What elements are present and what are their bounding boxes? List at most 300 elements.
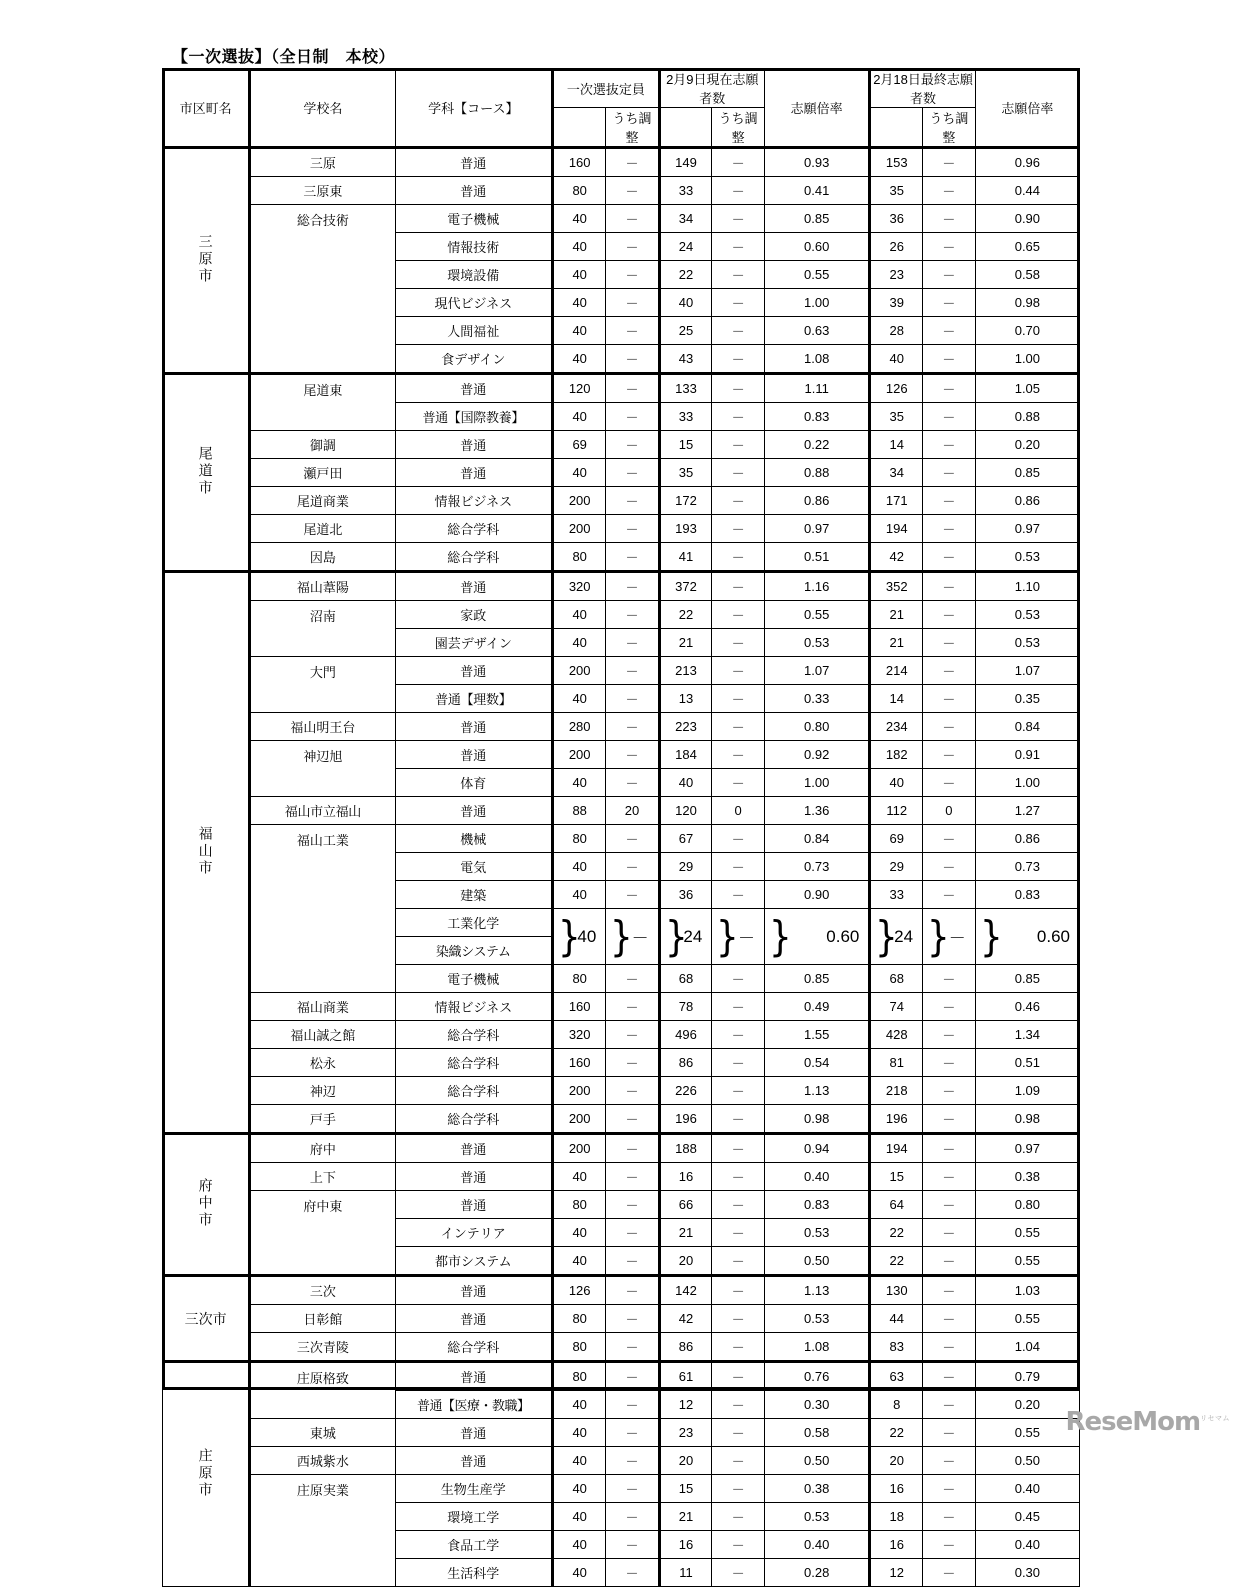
cell-quota: 40: [553, 1531, 606, 1559]
cell-applicants-feb18: 74: [870, 993, 923, 1021]
cell-quota: 280: [553, 713, 606, 741]
cell-feb18-adjust: －: [923, 1105, 976, 1134]
cell-feb18-adjust: －: [923, 515, 976, 543]
cell-feb9-adjust: －: [712, 1191, 765, 1219]
cell-applicants-feb9: 223: [659, 713, 712, 741]
cell-quota: 40: [553, 881, 606, 909]
cell-ratio-feb9: 1.00: [765, 769, 870, 797]
cell-quota: 80: [553, 1362, 606, 1391]
cell-applicants-feb9: 20: [659, 1247, 712, 1276]
brace-icon: }: [927, 911, 950, 961]
cell-applicants-feb9: 496: [659, 1021, 712, 1049]
dept-name: 普通: [395, 1362, 552, 1391]
cell-ratio-feb18: 1.00: [975, 769, 1079, 797]
cell-quota: 40: [553, 1475, 606, 1503]
cell-ratio-feb9: 0.55: [765, 601, 870, 629]
cell-applicants-feb9: 193: [659, 515, 712, 543]
cell-applicants-feb9: 24: [659, 233, 712, 261]
cell-feb9-adjust: [712, 909, 765, 965]
cell-applicants-feb9: 33: [659, 177, 712, 205]
cell-feb18-adjust: －: [923, 572, 976, 601]
cell-quota-adjust: －: [606, 741, 659, 769]
cell-feb18-adjust: －: [923, 403, 976, 431]
cell-feb18-adjust: －: [923, 1362, 976, 1391]
cell-quota: 120: [553, 374, 606, 403]
school-name: 松永: [250, 1049, 395, 1077]
cell-ratio-feb9: 1.07: [765, 657, 870, 685]
cell-applicants-feb9: 22: [659, 261, 712, 289]
cell-quota-adjust: －: [606, 431, 659, 459]
cell-feb9-adjust: －: [712, 1305, 765, 1333]
cell-feb9-adjust: －: [712, 825, 765, 853]
school-name: 沼南: [250, 601, 395, 657]
table-row: [163, 1362, 1080, 1391]
cell-ratio-feb18: 0.79: [975, 1362, 1079, 1391]
school-name: 庄原格致: [250, 1362, 395, 1419]
cell-applicants-feb18: 112: [870, 797, 923, 825]
cell-quota-adjust: －: [606, 769, 659, 797]
school-name: 三原東: [250, 177, 395, 205]
cell-feb9-adjust: －: [712, 965, 765, 993]
cell-quota: 40: [553, 205, 606, 233]
cell-quota-adjust: －: [606, 1191, 659, 1219]
header-feb18-blank: [870, 108, 923, 148]
cell-applicants-feb18: 39: [870, 289, 923, 317]
cell-applicants-feb18: 20: [870, 1447, 923, 1475]
school-name: 上下: [250, 1163, 395, 1191]
dept-name: 工業化学: [395, 909, 552, 937]
table-row: [163, 431, 1080, 459]
city-name: [163, 572, 250, 1134]
admissions-table: [162, 68, 1080, 1587]
cell-quota-adjust: －: [606, 205, 659, 233]
cell-feb18-adjust: －: [923, 1247, 976, 1276]
cell-applicants-feb9: 16: [659, 1163, 712, 1191]
dept-name: 総合学科: [395, 543, 552, 572]
cell-applicants-feb18: 42: [870, 543, 923, 572]
table-row: [163, 1134, 1080, 1163]
cell-feb9-adjust: －: [712, 1105, 765, 1134]
city-name: [163, 148, 250, 374]
cell-quota: 40: [553, 1559, 606, 1587]
cell-ratio-feb9: 0.83: [765, 403, 870, 431]
cell-quota-adjust: －: [606, 993, 659, 1021]
cell-applicants-feb9: 40: [659, 769, 712, 797]
cell-quota-adjust: －: [606, 1447, 659, 1475]
dept-name: 普通【医療・教職】: [395, 1391, 552, 1419]
dept-name: 総合学科: [395, 1049, 552, 1077]
school-name: 総合技術: [250, 205, 395, 374]
table-row: [163, 1276, 1080, 1305]
dept-name: 普通: [395, 1447, 552, 1475]
dept-name: 普通: [395, 657, 552, 685]
cell-applicants-feb18: 171: [870, 487, 923, 515]
cell-ratio-feb9: 0.73: [765, 853, 870, 881]
cell-feb18-adjust: －: [923, 993, 976, 1021]
school-name: 尾道北: [250, 515, 395, 543]
cell-ratio-feb18: 0.88: [975, 403, 1079, 431]
cell-applicants-feb18: 12: [870, 1559, 923, 1587]
cell-quota-adjust: －: [606, 317, 659, 345]
cell-ratio-feb18: [975, 909, 1079, 965]
brace-icon: }: [558, 911, 581, 961]
cell-feb9-adjust-value: －: [738, 929, 755, 948]
cell-feb9-adjust: －: [712, 403, 765, 431]
cell-feb18-adjust: －: [923, 205, 976, 233]
dept-name: 普通: [395, 1191, 552, 1219]
cell-ratio-feb18: 0.85: [975, 965, 1079, 993]
cell-feb9-adjust: －: [712, 374, 765, 403]
cell-feb9-adjust: －: [712, 289, 765, 317]
cell-quota-adjust: －: [606, 1049, 659, 1077]
cell-quota-adjust: －: [606, 1134, 659, 1163]
cell-applicants-feb9: [659, 909, 712, 965]
cell-quota: 40: [553, 345, 606, 374]
cell-feb18-adjust: －: [923, 1134, 976, 1163]
cell-feb18-adjust: －: [923, 1475, 976, 1503]
cell-applicants-feb9: 40: [659, 289, 712, 317]
cell-feb9-adjust: －: [712, 1247, 765, 1276]
dept-name: 普通: [395, 1419, 552, 1447]
cell-quota-adjust: －: [606, 148, 659, 177]
cell-ratio-feb18: 1.04: [975, 1333, 1079, 1362]
cell-ratio-feb18: 0.53: [975, 601, 1079, 629]
cell-applicants-feb18: 130: [870, 1276, 923, 1305]
cell-feb9-adjust: －: [712, 1219, 765, 1247]
cell-quota-adjust: －: [606, 713, 659, 741]
dept-name: 情報技術: [395, 233, 552, 261]
dept-name: 普通: [395, 797, 552, 825]
brace-icon: }: [769, 911, 792, 961]
cell-ratio-feb9: 0.40: [765, 1163, 870, 1191]
cell-feb9-adjust: －: [712, 1134, 765, 1163]
cell-ratio-feb9: 0.58: [765, 1419, 870, 1447]
cell-quota: 80: [553, 1333, 606, 1362]
header-feb9-blank: [659, 108, 712, 148]
header-ratio-feb18: 志願倍率: [975, 69, 1079, 148]
table-row: [163, 1105, 1080, 1134]
dept-name: 総合学科: [395, 1105, 552, 1134]
header-dept: 学科【コース】: [395, 69, 552, 148]
resemom-watermark: [1065, 1407, 1230, 1437]
cell-applicants-feb9: 15: [659, 431, 712, 459]
cell-ratio-feb9: 0.41: [765, 177, 870, 205]
dept-name: 普通: [395, 177, 552, 205]
table-row: [163, 1163, 1080, 1191]
school-name: 福山明王台: [250, 713, 395, 741]
cell-feb18-adjust: －: [923, 459, 976, 487]
cell-applicants-feb9: 43: [659, 345, 712, 374]
cell-ratio-feb9: 0.86: [765, 487, 870, 515]
cell-feb9-adjust: －: [712, 261, 765, 289]
cell-quota: 40: [553, 459, 606, 487]
school-name: 神辺旭: [250, 741, 395, 797]
table-row: [163, 572, 1080, 601]
brace-icon: }: [664, 911, 688, 961]
cell-ratio-feb18: 0.38: [975, 1163, 1079, 1191]
cell-applicants-feb9: 21: [659, 629, 712, 657]
cell-quota-adjust: －: [606, 233, 659, 261]
cell-feb9-adjust: －: [712, 148, 765, 177]
table-row: [163, 657, 1080, 685]
cell-ratio-feb18: 1.00: [975, 345, 1079, 374]
cell-applicants-feb18: 194: [870, 515, 923, 543]
cell-ratio-feb18-value: 0.60: [1036, 926, 1070, 946]
cell-applicants-feb9: 12: [659, 1391, 712, 1419]
cell-applicants-feb18: 218: [870, 1077, 923, 1105]
cell-ratio-feb9: 0.60: [765, 233, 870, 261]
table-row: [163, 713, 1080, 741]
cell-feb18-adjust: －: [923, 345, 976, 374]
dept-name: 普通: [395, 459, 552, 487]
cell-applicants-feb9: 22: [659, 601, 712, 629]
cell-ratio-feb9: 1.00: [765, 289, 870, 317]
cell-feb9-adjust: －: [712, 881, 765, 909]
cell-quota: 320: [553, 572, 606, 601]
cell-applicants-feb9: 21: [659, 1503, 712, 1531]
brace-icon: }: [875, 911, 899, 961]
cell-ratio-feb18: 1.34: [975, 1021, 1079, 1049]
watermark-kana: リセマム: [1200, 1414, 1230, 1423]
cell-quota: 40: [553, 403, 606, 431]
cell-applicants-feb9: 21: [659, 1219, 712, 1247]
header-quota: 一次選抜定員: [553, 69, 660, 108]
cell-applicants-feb18: 83: [870, 1333, 923, 1362]
cell-quota: 80: [553, 825, 606, 853]
cell-quota-adjust: －: [606, 1105, 659, 1134]
cell-ratio-feb18: 0.98: [975, 1105, 1079, 1134]
cell-applicants-feb9: 68: [659, 965, 712, 993]
cell-applicants-feb9: 20: [659, 1447, 712, 1475]
cell-feb9-adjust: 0: [712, 797, 765, 825]
cell-feb9-adjust: －: [712, 1419, 765, 1447]
cell-feb9-adjust: －: [712, 543, 765, 572]
cell-applicants-feb9: 15: [659, 1475, 712, 1503]
cell-ratio-feb9: 0.84: [765, 825, 870, 853]
cell-ratio-feb18: 1.05: [975, 374, 1079, 403]
cell-feb18-adjust: －: [923, 601, 976, 629]
cell-quota: 200: [553, 741, 606, 769]
cell-quota-adjust: －: [606, 1247, 659, 1276]
cell-applicants-feb18: 214: [870, 657, 923, 685]
dept-name: 情報ビジネス: [395, 487, 552, 515]
cell-ratio-feb18: 0.51: [975, 1049, 1079, 1077]
cell-feb9-adjust: －: [712, 993, 765, 1021]
dept-name: 情報ビジネス: [395, 993, 552, 1021]
cell-ratio-feb18: 0.55: [975, 1305, 1079, 1333]
cell-quota: 40: [553, 853, 606, 881]
school-name: 福山葦陽: [250, 572, 395, 601]
cell-ratio-feb9: 0.85: [765, 205, 870, 233]
cell-feb9-adjust: －: [712, 572, 765, 601]
school-name: 福山誠之館: [250, 1021, 395, 1049]
cell-quota: 40: [553, 289, 606, 317]
cell-applicants-feb9: 120: [659, 797, 712, 825]
cell-ratio-feb9-value: 0.60: [826, 926, 860, 946]
cell-quota: 40: [553, 685, 606, 713]
cell-ratio-feb9: 0.53: [765, 1503, 870, 1531]
dept-name: 普通: [395, 431, 552, 459]
cell-ratio-feb9: 1.08: [765, 1333, 870, 1362]
dept-name: 総合学科: [395, 1077, 552, 1105]
cell-quota-adjust: －: [606, 1419, 659, 1447]
cell-ratio-feb18: 0.65: [975, 233, 1079, 261]
cell-quota: 200: [553, 487, 606, 515]
cell-ratio-feb9: [765, 909, 870, 965]
cell-ratio-feb18: 0.30: [975, 1559, 1079, 1587]
cell-quota-adjust: －: [606, 685, 659, 713]
table-row: [163, 993, 1080, 1021]
dept-name: 総合学科: [395, 1021, 552, 1049]
cell-ratio-feb9: 0.76: [765, 1362, 870, 1391]
cell-quota-adjust: －: [606, 1559, 659, 1587]
school-name: 尾道商業: [250, 487, 395, 515]
cell-quota: 40: [553, 1247, 606, 1276]
dept-name: 食品工学: [395, 1531, 552, 1559]
cell-ratio-feb9: 0.98: [765, 1105, 870, 1134]
cell-applicants-feb18: 68: [870, 965, 923, 993]
cell-ratio-feb9: 1.13: [765, 1077, 870, 1105]
cell-applicants-feb18: 44: [870, 1305, 923, 1333]
cell-applicants-feb18: 22: [870, 1247, 923, 1276]
dept-name: 普通: [395, 1134, 552, 1163]
cell-quota: 200: [553, 657, 606, 685]
cell-feb18-adjust: －: [923, 1049, 976, 1077]
cell-applicants-feb9: 35: [659, 459, 712, 487]
cell-quota-adjust: －: [606, 657, 659, 685]
school-name: 庄原実業: [250, 1475, 395, 1587]
cell-quota-adjust-value: －: [631, 929, 649, 948]
dept-name: 普通: [395, 572, 552, 601]
table-row: [163, 459, 1080, 487]
cell-applicants-feb18: 234: [870, 713, 923, 741]
cell-feb18-adjust: －: [923, 1276, 976, 1305]
cell-feb9-adjust: －: [712, 685, 765, 713]
cell-feb18-adjust: －: [923, 148, 976, 177]
dept-name: 現代ビジネス: [395, 289, 552, 317]
school-name: 日彰館: [250, 1305, 395, 1333]
cell-ratio-feb18: 0.84: [975, 713, 1079, 741]
cell-ratio-feb9: 0.30: [765, 1391, 870, 1419]
cell-quota: 80: [553, 543, 606, 572]
school-name: 瀬戸田: [250, 459, 395, 487]
school-name: 三原: [250, 148, 395, 177]
city-name: [163, 374, 250, 572]
header-quota-adjust: うち調整: [606, 108, 659, 148]
school-name: 尾道東: [250, 374, 395, 431]
cell-quota-adjust: －: [606, 965, 659, 993]
dept-name: インテリア: [395, 1219, 552, 1247]
cell-applicants-feb9: 34: [659, 205, 712, 233]
dept-name: 普通: [395, 713, 552, 741]
cell-applicants-feb9: 86: [659, 1049, 712, 1077]
cell-ratio-feb18: 0.53: [975, 543, 1079, 572]
cell-ratio-feb9: 0.53: [765, 1219, 870, 1247]
cell-feb18-adjust: －: [923, 657, 976, 685]
cell-applicants-feb9: 11: [659, 1559, 712, 1587]
cell-applicants-feb18: 40: [870, 345, 923, 374]
table-row: [163, 1077, 1080, 1105]
dept-name: 体育: [395, 769, 552, 797]
table-row: [163, 1305, 1080, 1333]
cell-ratio-feb9: 0.85: [765, 965, 870, 993]
cell-ratio-feb9: 0.83: [765, 1191, 870, 1219]
cell-feb18-adjust: －: [923, 1447, 976, 1475]
cell-applicants-feb18: 36: [870, 205, 923, 233]
table-row: [163, 177, 1080, 205]
cell-applicants-feb9: 13: [659, 685, 712, 713]
cell-feb18-adjust: －: [923, 853, 976, 881]
cell-feb9-adjust: －: [712, 713, 765, 741]
cell-feb9-adjust: －: [712, 1475, 765, 1503]
cell-feb18-adjust: －: [923, 1305, 976, 1333]
cell-ratio-feb9: 0.38: [765, 1475, 870, 1503]
cell-ratio-feb9: 0.94: [765, 1134, 870, 1163]
dept-name: 機械: [395, 825, 552, 853]
cell-ratio-feb18: 0.97: [975, 515, 1079, 543]
cell-ratio-feb9: 0.63: [765, 317, 870, 345]
header-applicants-feb18: 2月18日最終志願者数: [870, 69, 975, 108]
cell-feb18-adjust: 0: [923, 797, 976, 825]
cell-applicants-feb18: 29: [870, 853, 923, 881]
cell-quota-adjust: －: [606, 487, 659, 515]
table-row: [163, 797, 1080, 825]
cell-quota: 40: [553, 1219, 606, 1247]
cell-quota-adjust: －: [606, 289, 659, 317]
city-label: 尾道市: [197, 445, 214, 497]
cell-quota: 40: [553, 769, 606, 797]
cell-feb9-adjust: －: [712, 1021, 765, 1049]
cell-feb9-adjust: －: [712, 1163, 765, 1191]
cell-quota: 200: [553, 1105, 606, 1134]
cell-quota: 40: [553, 629, 606, 657]
cell-ratio-feb9: 1.08: [765, 345, 870, 374]
dept-name: 生物生産学: [395, 1475, 552, 1503]
cell-feb9-adjust: －: [712, 205, 765, 233]
cell-quota: 69: [553, 431, 606, 459]
school-name: 西城紫水: [250, 1447, 395, 1475]
cell-applicants-feb18: 28: [870, 317, 923, 345]
cell-ratio-feb18: 0.83: [975, 881, 1079, 909]
cell-quota-adjust: －: [606, 261, 659, 289]
table-row: [163, 601, 1080, 629]
cell-applicants-feb18: 23: [870, 261, 923, 289]
cell-quota: 160: [553, 993, 606, 1021]
cell-applicants-feb18: [870, 909, 923, 965]
cell-quota-adjust: －: [606, 853, 659, 881]
cell-feb18-adjust: －: [923, 769, 976, 797]
school-name: 福山商業: [250, 993, 395, 1021]
cell-feb18-adjust: －: [923, 289, 976, 317]
cell-quota-adjust: －: [606, 1021, 659, 1049]
cell-ratio-feb9: 1.55: [765, 1021, 870, 1049]
cell-quota: 80: [553, 1305, 606, 1333]
cell-quota: 40: [553, 261, 606, 289]
cell-feb18-adjust: －: [923, 1419, 976, 1447]
cell-ratio-feb9: 1.13: [765, 1276, 870, 1305]
cell-ratio-feb9: 0.49: [765, 993, 870, 1021]
cell-ratio-feb9: 1.36: [765, 797, 870, 825]
cell-quota-adjust: －: [606, 1077, 659, 1105]
cell-applicants-feb18-value: 24: [894, 926, 914, 946]
cell-ratio-feb18: 0.73: [975, 853, 1079, 881]
cell-ratio-feb18: 0.97: [975, 1134, 1079, 1163]
cell-quota-adjust: －: [606, 572, 659, 601]
cell-ratio-feb18: 0.46: [975, 993, 1079, 1021]
cell-quota-adjust: －: [606, 601, 659, 629]
cell-ratio-feb9: 0.93: [765, 148, 870, 177]
dept-name: 電気: [395, 853, 552, 881]
